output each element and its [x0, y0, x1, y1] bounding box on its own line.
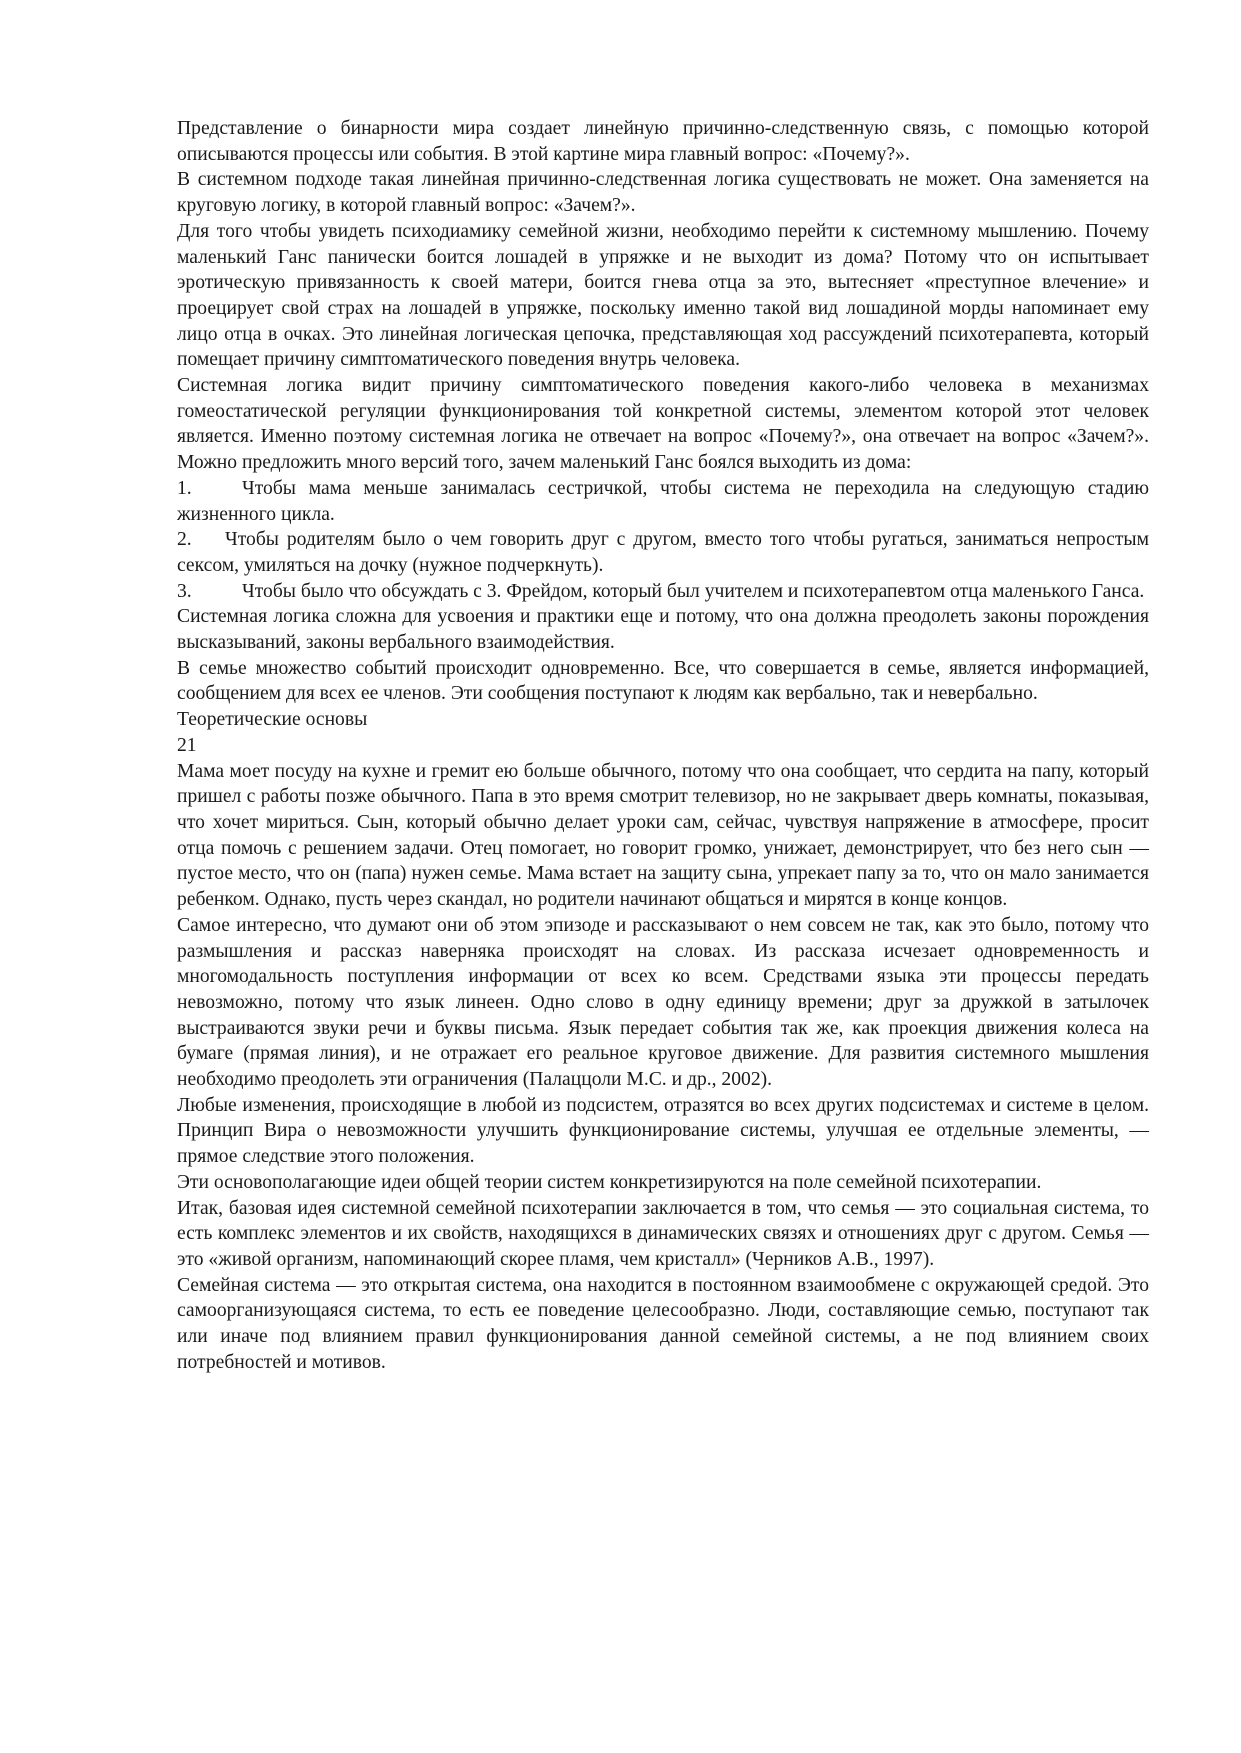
list-item-text: Чтобы родителям было о чем говорить друг с другом, вместо того чтобы ругаться, заниматься непростым сексом, умиляться на дочку (нужное подчеркнуть). — [177, 529, 1149, 576]
paragraph-systemic-logic: Системная логика видит причину симптоматического поведения какого-либо человека в механизмах гомеостатической регуляции функционирования той конкретной системы, элементом которой этот человек является. Именно поэтому системная логика не отвечает на вопрос «Почему?», она отвечает на вопрос «Зачем?». Можно предложить много версий того, зачем маленький Ганс боялся выходить из дома: — [177, 375, 1149, 474]
paragraph-language-linearity: Самое интересно, что думают они об этом эпизоде и рассказывают о нем совсем не так, как это было, потому что размышления и рассказ наверняка происходят на словах. Из рассказа исчезает одновременность и многомодальность поступления информации от всех ко всем. Средствами языка эти процессы передать невозможно, потому что язык линеен. Одно слово в одну единицу времени; друг за дружкой в затылочек выстраиваются звуки речи и буквы письма. Язык передает события так же, как проекция движения колеса на бумаге (прямая линия), и не отражает его реальное круговое движение. Для развития системного мышления необходимо преодолеть эти ограничения (Палаццоли М.С. и др., 2002). — [177, 914, 1149, 1091]
list-item-text: Чтобы было что обсуждать с 3. Фрейдом, который был учителем и психотерапевтом отца маленького Ганса. — [242, 580, 1145, 602]
list-item-text: Чтобы мама меньше занималась сестричкой, чтобы система не переходила на следующую стадию жизненного цикла. — [177, 477, 1149, 525]
paragraph-logic-difficulty: Системная логика сложна для усвоения и практики еще и потому, что она должна преодолеть законы порождения высказываний, законы вербального взаимодействия. — [177, 606, 1149, 654]
list-item — [177, 476, 1149, 527]
paragraph-open-system: Семейная система — это открытая система, она находится в постоянном взаимообмене с окружающей средой. Это самоорганизующаяся система, то есть ее поведение целесообразно. Люди, составляющие семью, поступают так или иначе под влиянием правил функционирования данной семейной системы, а не под влиянием своих потребностей и мотивов. — [177, 1274, 1149, 1373]
running-header: Теоретические основы — [177, 709, 368, 731]
list-item-number: 3. — [177, 580, 192, 602]
page-number: 21 — [177, 734, 197, 756]
list-item — [177, 527, 1149, 578]
paragraph-family-episode: Мама моет посуду на кухне и гремит ею больше обычного, потому что она сообщает, что сердита на папу, который пришел с работы позже обычного. Папа в это время смотрит телевизор, но не закрывает дверь комнаты, показывая, что хочет мириться. Сын, который обычно делает уроки сам, сейчас, чувствуя напряжение в атмосфере, просит отца помочь с решением задачи. Отец помогает, но говорит громко, унижает, демонстрирует, что без него сын — пустое место, что он (папа) нужен семье. Мама встает на защиту сына, упрекает папу за то, что он мало занимается ребенком. Однако, пусть через скандал, но родители начинают общаться и мирятся в конце концов. — [177, 760, 1149, 911]
paragraph-simultaneous-events: В семье множество событий происходит одновременно. Все, что совершается в семье, является информацией, сообщением для всех ее членов. Эти сообщения поступают к людям как вербально, так и невербально. — [177, 657, 1149, 705]
paragraph-basic-idea: Итак, базовая идея системной семейной психотерапии заключается в том, что семья — это социальная система, то есть комплекс элементов и их свойств, находящихся в динамических связях и отношениях друг с другом. Семья — это «живой организм, напоминающий скорее пламя, чем кристалл» (Черников А.В., 1997). — [177, 1197, 1149, 1270]
list-item-number: 2. — [177, 529, 192, 551]
document-page — [177, 116, 1149, 1375]
paragraph-little-hans: Для того чтобы увидеть психодиамику семейной жизни, необходимо перейти к системному мышлению. Почему маленький Ганс панически боится лошадей в упряжке и не выходит из дома? Потому что он испытывает эротическую привязанность к своей матери, боится гнева отца за это, вытесняет «преступное влечение» и проецирует свой страх на лошадей в упряжке, поскольку именно такой вид лошадиной морды напоминает ему лицо отца в очках. Это линейная логическая цепочка, представляющая ход рассуждений психотерапевта, который помещает причину симптоматического поведения внутрь человека. — [177, 220, 1149, 371]
paragraph-subsystems: Любые изменения, происходящие в любой из подсистем, отразятся во всех других подсистемах и системе в целом. Принцип Вира о невозможности улучшить функционирование системы, улучшая ее отдельные элементы, — прямое следствие этого положения. — [177, 1094, 1149, 1168]
paragraph-systemic-approach: В системном подходе такая линейная причинно-следственная логика существовать не может. Она заменяется на круговую логику, в которой главный вопрос: «Зачем?». — [177, 169, 1149, 217]
list-item-number: 1. — [177, 477, 192, 499]
paragraph-binarity: Представление о бинарности мира создает линейную причинно-следственную связь, с помощью которой описываются процессы или события. В этой картине мира главный вопрос: «Почему?». — [177, 118, 1149, 165]
list-item — [177, 579, 1149, 605]
paragraph-general-systems: Эти основополагающие идеи общей теории систем конкретизируются на поле семейной психотерапии. — [177, 1171, 1042, 1193]
